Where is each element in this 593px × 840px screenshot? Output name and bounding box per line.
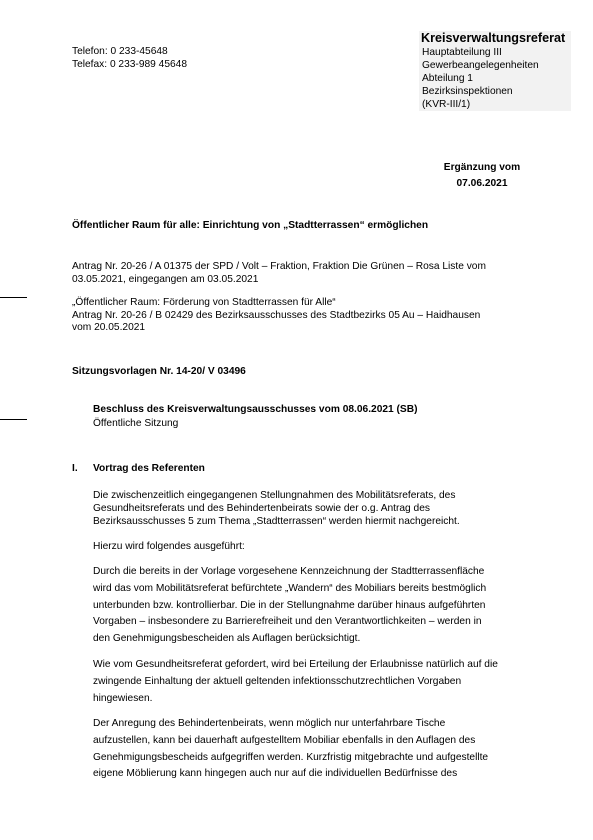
- paragraph-line: wird das vom Mobilitätsreferat befürchtete „Wandern“ des Mobiliars bereits bestmöglich: [93, 582, 487, 594]
- paragraph-line: Gesundheitsreferats und des Behindertenbeirats sowie der o.g. Antrag des: [93, 502, 430, 514]
- org-header: [419, 31, 571, 111]
- paragraph-line: Genehmigungsbescheids aufgegriffen werden. Kurzfristig mitgebrachte und aufgestellte: [93, 751, 489, 763]
- paragraph-5: [93, 716, 488, 783]
- paragraph-line: aufzustellen, kann bei dauerhaft aufgestelltem Mobiliar ebenfalls in den Auflagen des: [93, 734, 476, 746]
- motion-1-line: 03.05.2021, eingegangen am 03.05.2021: [72, 273, 259, 285]
- paragraph-line: Hierzu wird folgendes ausgeführt:: [93, 541, 245, 552]
- fold-mark-top: [0, 297, 27, 298]
- org-line: Bezirksinspektionen: [422, 86, 513, 97]
- paragraph-line: Wie vom Gesundheitsreferat gefordert, wird bei Erteilung der Erlaubnisse natürlich auf die: [93, 659, 498, 670]
- paragraph-line: Vorgaben – insbesondere zu Barrierefreiheit und den Verantwortlichkeiten – werden in: [93, 616, 482, 628]
- org-lines: [419, 46, 571, 111]
- paragraph-line: Bezirksausschusses 5 zum Thema „Stadtterrassen“ werden hiermit nachgereicht.: [93, 515, 460, 527]
- org-line: (KVR-III/1): [422, 99, 471, 110]
- motion-1: [72, 261, 486, 286]
- org-line: Hauptabteilung III: [422, 47, 502, 58]
- paragraph-line: Durch die bereits in der Vorlage vorgesehene Kennzeichnung der Stadtterrassenfläche: [93, 566, 485, 577]
- resolution-block: [93, 404, 417, 430]
- motion-2-line: Antrag Nr. 20-26 / B 02429 des Bezirksausschusses des Stadtbezirks 05 Au – Haidhausen: [72, 309, 481, 321]
- paragraph-3: [93, 564, 486, 648]
- resolution-title: Beschluss des Kreisverwaltungsausschusses vom 08.06.2021 (SB): [93, 404, 418, 415]
- motion-2: [72, 297, 480, 335]
- document-title: Öffentlicher Raum für alle: Einrichtung von „Stadtterrassen“ ermöglichen: [72, 220, 429, 231]
- paragraph-4: [93, 657, 498, 707]
- supplement-date: 07.06.2021: [456, 178, 508, 189]
- paragraph-line: eigene Möblierung kann hingegen auch nur auf die individuellen Bedürfnisse des: [93, 768, 458, 780]
- paragraph-line: Die zwischenzeitlich eingegangenen Stellungnahmen des Mobilitätsreferats, des: [93, 490, 456, 501]
- session-templates: Sitzungsvorlagen Nr. 14-20/ V 03496: [72, 366, 246, 377]
- paragraph-1: [93, 490, 460, 528]
- paragraph-line: den Genehmigungsbescheiden als Auflagen berücksichtigt.: [93, 633, 361, 645]
- paragraph-line: hingewiesen.: [93, 692, 153, 704]
- paragraph-2: [93, 541, 245, 554]
- motion-2-line: vom 20.05.2021: [72, 322, 146, 334]
- contact-block: [72, 46, 187, 71]
- section-number: I.: [72, 463, 78, 474]
- paragraph-line: unterbunden bzw. kontrollierbar. Die in der Stellungnahme darüber hinaus aufgeführten: [93, 599, 486, 611]
- resolution-subtitle: Öffentliche Sitzung: [93, 417, 179, 429]
- supplement-block: [420, 160, 544, 192]
- motion-2-line: „Öffentlicher Raum: Förderung von Stadtterrassen für Alle“: [72, 297, 336, 308]
- fold-mark-middle: [0, 419, 27, 420]
- fax-number: Telefax: 0 233-989 45648: [72, 58, 187, 70]
- paragraph-line: zwingende Einhaltung der aktuell geltenden infektionsschutzrechtlichen Vorgaben: [93, 675, 462, 687]
- supplement-label: Ergänzung vom: [443, 162, 521, 173]
- phone-number: Telefon: 0 233-45648: [72, 46, 168, 57]
- org-line: Gewerbeangelegenheiten: [422, 60, 539, 71]
- paragraph-line: Der Anregung des Behindertenbeirats, wenn möglich nur unterfahrbare Tische: [93, 718, 446, 729]
- org-line: Abteilung 1: [422, 73, 473, 84]
- motion-1-line: Antrag Nr. 20-26 / A 01375 der SPD / Volt – Fraktion, Fraktion Die Grünen – Rosa Liste vom: [72, 261, 486, 272]
- org-title: Kreisverwaltungsreferat: [421, 31, 566, 45]
- section-heading: Vortrag des Referenten: [93, 463, 205, 474]
